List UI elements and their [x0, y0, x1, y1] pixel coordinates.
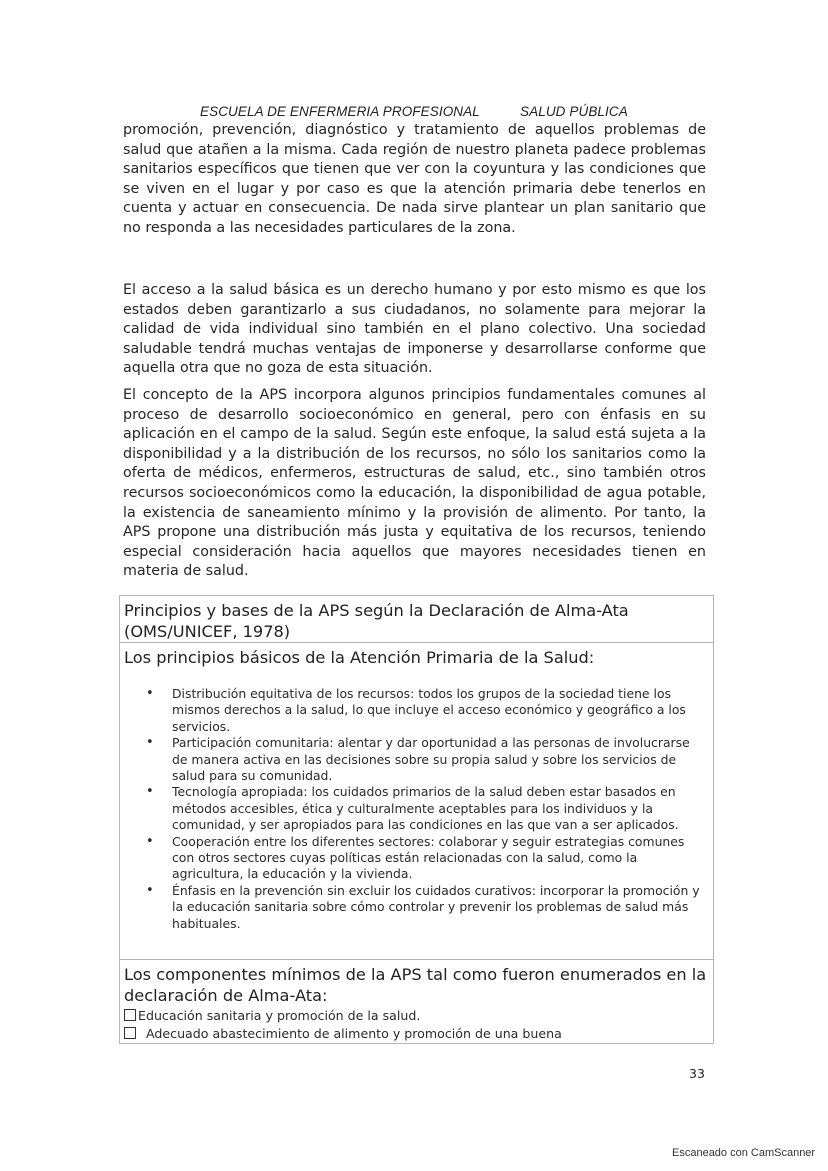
bullet-icon: • [146, 784, 154, 800]
list-item: • Tecnología apropiada: los cuidados primarios de la salud deben estar basados en métodos accesibles, ética y culturalmente aceptables para los individuos y la comunidad, y ser apropiados para las condiciones en las que van a ser aplicados. [146, 784, 679, 833]
principles-heading: Los principios básicos de la Atención Primaria de la Salud: [124, 648, 595, 667]
list-item: • Cooperación entre los diferentes sectores: colaborar y seguir estrategias comunes con otros sectores cuyas políticas están relacionadas con la salud, como la agricultura, la educación y la vivienda. [146, 833, 685, 882]
box-divider-1 [120, 642, 713, 643]
components-heading: Los componentes mínimos de la APS tal como fueron enumerados en la declaración de Alma-Ata: [124, 965, 707, 1005]
page-number: 33 [689, 1066, 705, 1081]
bullet-icon: • [146, 735, 154, 751]
page-header [200, 104, 700, 119]
alma-ata-box [119, 595, 714, 1044]
checkbox-icon [124, 1009, 136, 1021]
bullet-icon: • [146, 833, 154, 849]
bullet-icon: • [146, 686, 154, 701]
paragraph-3-text: El concepto de la APS incorpora algunos principios fundamentales comunes al proceso de desarrollo socioeconómico en general, pero con énfasis en su aplicación en el campo de la salud. Según este enfoque, la salud está sujeta a la disponibilidad y a la distribución de los recursos, no sólo los sanitarios como la oferta de médicos, enfermeros, estructuras de salud, etc., sino también otros recursos socioeconómicos como la educación, la disponibilidad de agua potable, la existencia de saneamiento mínimo y la provisión de alimento. Por tanto, la APS propone una distribución más justa y equitativa de los recursos, teniendo especial consideración hacia aquellos que mayores necesidades tienen en materia de salud. [123, 387, 706, 580]
header-subject: SALUD PÚBLICA [520, 104, 628, 119]
bullet-icon: • [146, 882, 154, 898]
component-item: Educación sanitaria y promoción de la salud. [124, 1007, 704, 1025]
header-school: ESCUELA DE ENFERMERIA PROFESIONAL [200, 104, 480, 119]
list-item: • Énfasis en la prevención sin excluir los cuidados curativos: incorporar la promoción y la educación sanitaria sobre cómo controlar y prevenir los problemas de salud más habituales. [146, 882, 700, 931]
list-item: • Participación comunitaria: alentar y dar oportunidad a las personas de involucrarse de manera activa en las decisiones sobre su propia salud y sobre los servicios de salud para su comunidad. [146, 735, 690, 784]
scanner-footer: Escaneado con CamScanner [672, 1147, 816, 1159]
paragraph-2-text: El acceso a la salud básica es un derecho humano y por esto mismo es que los estados deben garantizarlo a sus ciudadanos, no solamente para mejorar la calidad de vida individual sino también en el plano colectivo. Una sociedad saludable tendrá muchas ventajas de imponerse y desarrollarse conforme que aquella otra que no goza de esta situación. [123, 282, 706, 377]
paragraph-1 [123, 121, 706, 239]
box-divider-2 [120, 959, 713, 960]
principles-list [146, 686, 706, 932]
checkbox-icon [124, 1027, 136, 1039]
paragraph-1-text: promoción, prevención, diagnóstico y tratamiento de aquellos problemas de salud que atañen a la misma. Cada región de nuestro planeta padece problemas sanitarios específicos que tienen que ver con la coyuntura y las condiciones que se viven en el lugar y por caso es que la atención primaria debe tenerlos en cuenta y actuar en consecuencia. De nada sirve plantear un plan sanitario que no responda a las necesidades particulares de la zona. [123, 122, 706, 236]
box-title: Principios y bases de la APS según la Declaración de Alma-Ata (OMS/UNICEF, 1978) [124, 601, 629, 641]
paragraph-2 [123, 281, 706, 379]
paragraph-3 [123, 386, 706, 582]
component-item: Adecuado abastecimiento de alimento y promoción de una buena [124, 1025, 704, 1043]
list-item: • Distribución equitativa de los recursos: todos los grupos de la sociedad tiene los mismos derechos a la salud, lo que incluye el acceso económico y geográfico a los servicios. [146, 686, 686, 734]
